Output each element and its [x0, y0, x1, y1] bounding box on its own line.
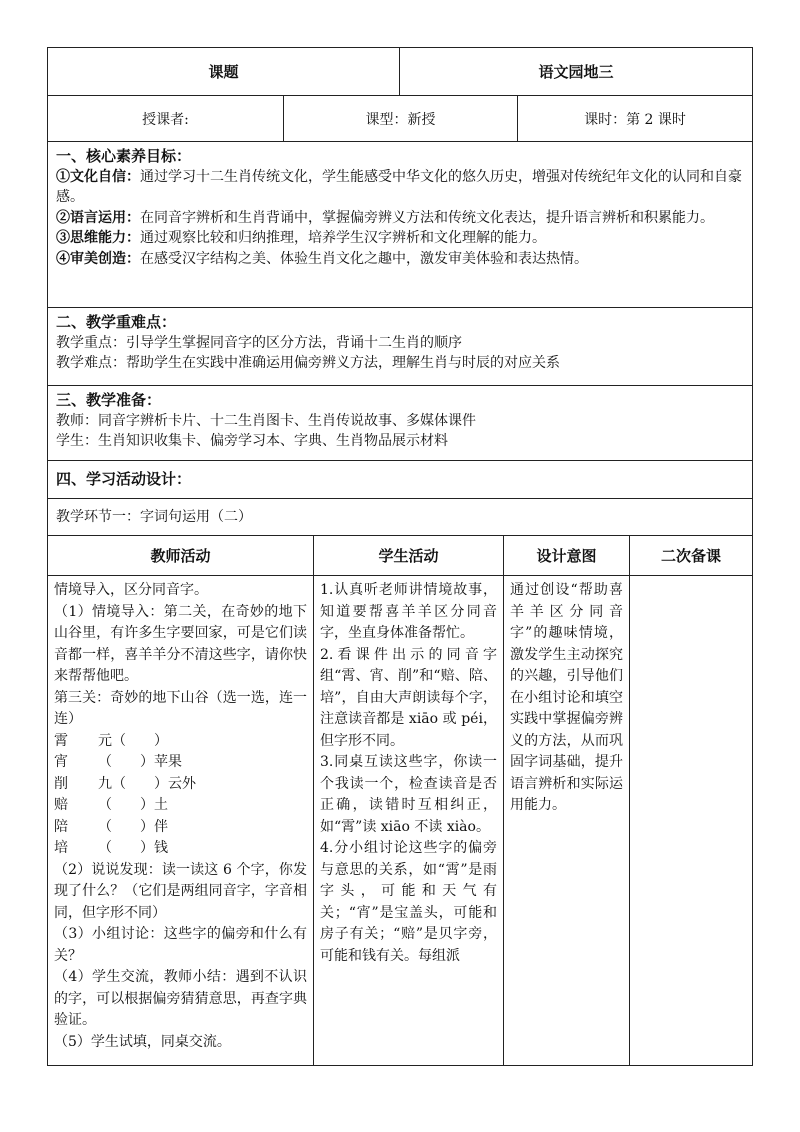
preparation-heading: 三、教学准备： [56, 391, 162, 409]
student-prep-line: 学生：生肖知识收集卡、偏旁学习本、字典、生肖物品展示材料 [56, 433, 448, 449]
segment-row [47, 499, 753, 536]
match-pair: 赔 （ ）土 [54, 797, 168, 813]
title-label: 课题 [48, 48, 400, 95]
key-points-heading: 二、教学重难点： [56, 313, 177, 331]
match-pair: 宵 （ ）苹果 [54, 754, 182, 770]
objective-item: ②语言运用：在同音字辨析和生肖背诵中，掌握偏旁辨义方法和传统文化表达，提升语言辨析和积累能力。 [56, 209, 714, 226]
student-line: 4.分小组讨论这些字的偏旁与意思的关系，如“霄”是雨字头，可能和天气有关；“宵”是宝盖头，可能和房子有关；“赔”是贝字旁，可能和钱有关。每组派 [320, 840, 497, 964]
match-pair: 削 九（ ）云外 [54, 775, 196, 792]
objectives-section [47, 142, 753, 308]
activity-design-row [47, 461, 753, 499]
teacher-line: （3）小组讨论：这些字的偏旁和什么有关？ [54, 926, 307, 964]
teacher-prep-line: 教师：同音字辨析卡片、十二生肖图卡、生肖传说故事、多媒体课件 [56, 412, 476, 429]
teacher-line: （4）学生交流，教师小结：遇到不认识的字，可以根据偏旁猜猜意思，再查字典验证。 [54, 969, 307, 1028]
objective-item: ①文化自信：通过学习十二生肖传统文化，学生能感受中华文化的悠久历史，增强对传统纪年文化的认同和自豪感。 [56, 168, 742, 205]
title-value: 语文园地三 [538, 63, 614, 81]
objective-item: ④审美创造：在感受汉字结构之美、体验生肖文化之趣中，激发审美体验和表达热情。 [56, 250, 588, 267]
activity-table-body [47, 576, 753, 1066]
difficulty-line: 教学难点：帮助学生在实践中准确运用偏旁辨义方法，理解生肖与时辰的对应关系 [56, 355, 560, 371]
teacher-activity-cell [48, 576, 314, 1065]
objective-item: ③思维能力：通过观察比较和归纳推理，培养学生汉字辨析和文化理解的能力。 [56, 230, 546, 246]
second-prep-cell [630, 576, 752, 1065]
col-header-intent: 设计意图 [504, 536, 630, 575]
title-row [47, 48, 753, 96]
lesson-period: 课时：第 2 课时 [584, 111, 686, 128]
col-header-second-prep: 二次备课 [660, 547, 721, 565]
col-header-teacher: 教师活动 [48, 536, 314, 575]
teacher-line: （5）学生试填，同桌交流。 [54, 1033, 231, 1050]
student-line: 1.认真听老师讲情境故事，知道要帮喜羊羊区分同音字，坐直身体准备帮忙。 [320, 582, 497, 641]
segment-title: 教学环节一：字词句运用（二） [56, 508, 252, 525]
match-pair: 霄 元（ ） [54, 732, 168, 749]
match-pair: 陪 （ ）伴 [54, 818, 168, 835]
match-pair: 培 （ ）钱 [54, 840, 168, 856]
key-point-line: 教学重点：引导学生掌握同音字的区分方法，背诵十二生肖的顺序 [56, 334, 462, 351]
key-points-section [47, 308, 753, 386]
preparation-section [47, 386, 753, 461]
student-line: 3.同桌互读这些字，你读一个我读一个，检查读音是否正确，读错时互相纠正，如“霄”读 xiāo 不读 xiào。 [320, 754, 497, 835]
meta-row [47, 96, 753, 142]
objectives-heading: 一、核心素养目标： [56, 147, 192, 165]
teacher-line: （1）情境导入：第二关，在奇妙的地下山谷里，有许多生字要回家，可是它们读音都一样，喜羊羊分不清这些字，请你快来帮帮他吧。 [54, 603, 307, 684]
teacher-line: 情境导入，区分同音字。 [54, 582, 208, 598]
activity-table-header [47, 536, 753, 576]
col-header-student: 学生活动 [314, 536, 504, 575]
lesson-type: 课型：新授 [284, 96, 518, 141]
intent-text: 通过创设“帮助喜羊羊区分同音字”的趣味情境，激发学生主动探究的兴趣，引导他们在小组讨论和填空实践中掌握偏旁辨义的方法，从而巩固字词基础，提升语言辨析和实际运用能力。 [510, 582, 623, 813]
student-activity-cell [314, 576, 504, 1065]
lesson-plan-table [47, 47, 753, 1066]
teacher-line: （2）说说发现：读一读这 6 个字，你发现了什么？（它们是两组同音字，字音相同，但字形不同） [54, 861, 307, 921]
activity-design-heading: 四、学习活动设计： [56, 470, 192, 489]
teacher-line: 第三关：奇妙的地下山谷（选一选，连一连） [54, 689, 307, 727]
student-line: 2.看课件出示的同音字组“霄、宵、削”和“赔、陪、培”，自由大声朗读每个字，注意读音都是 xiāo 或 péi，但字形不同。 [320, 646, 497, 749]
teacher-label: 授课者: [48, 96, 284, 141]
design-intent-cell [504, 576, 630, 1065]
